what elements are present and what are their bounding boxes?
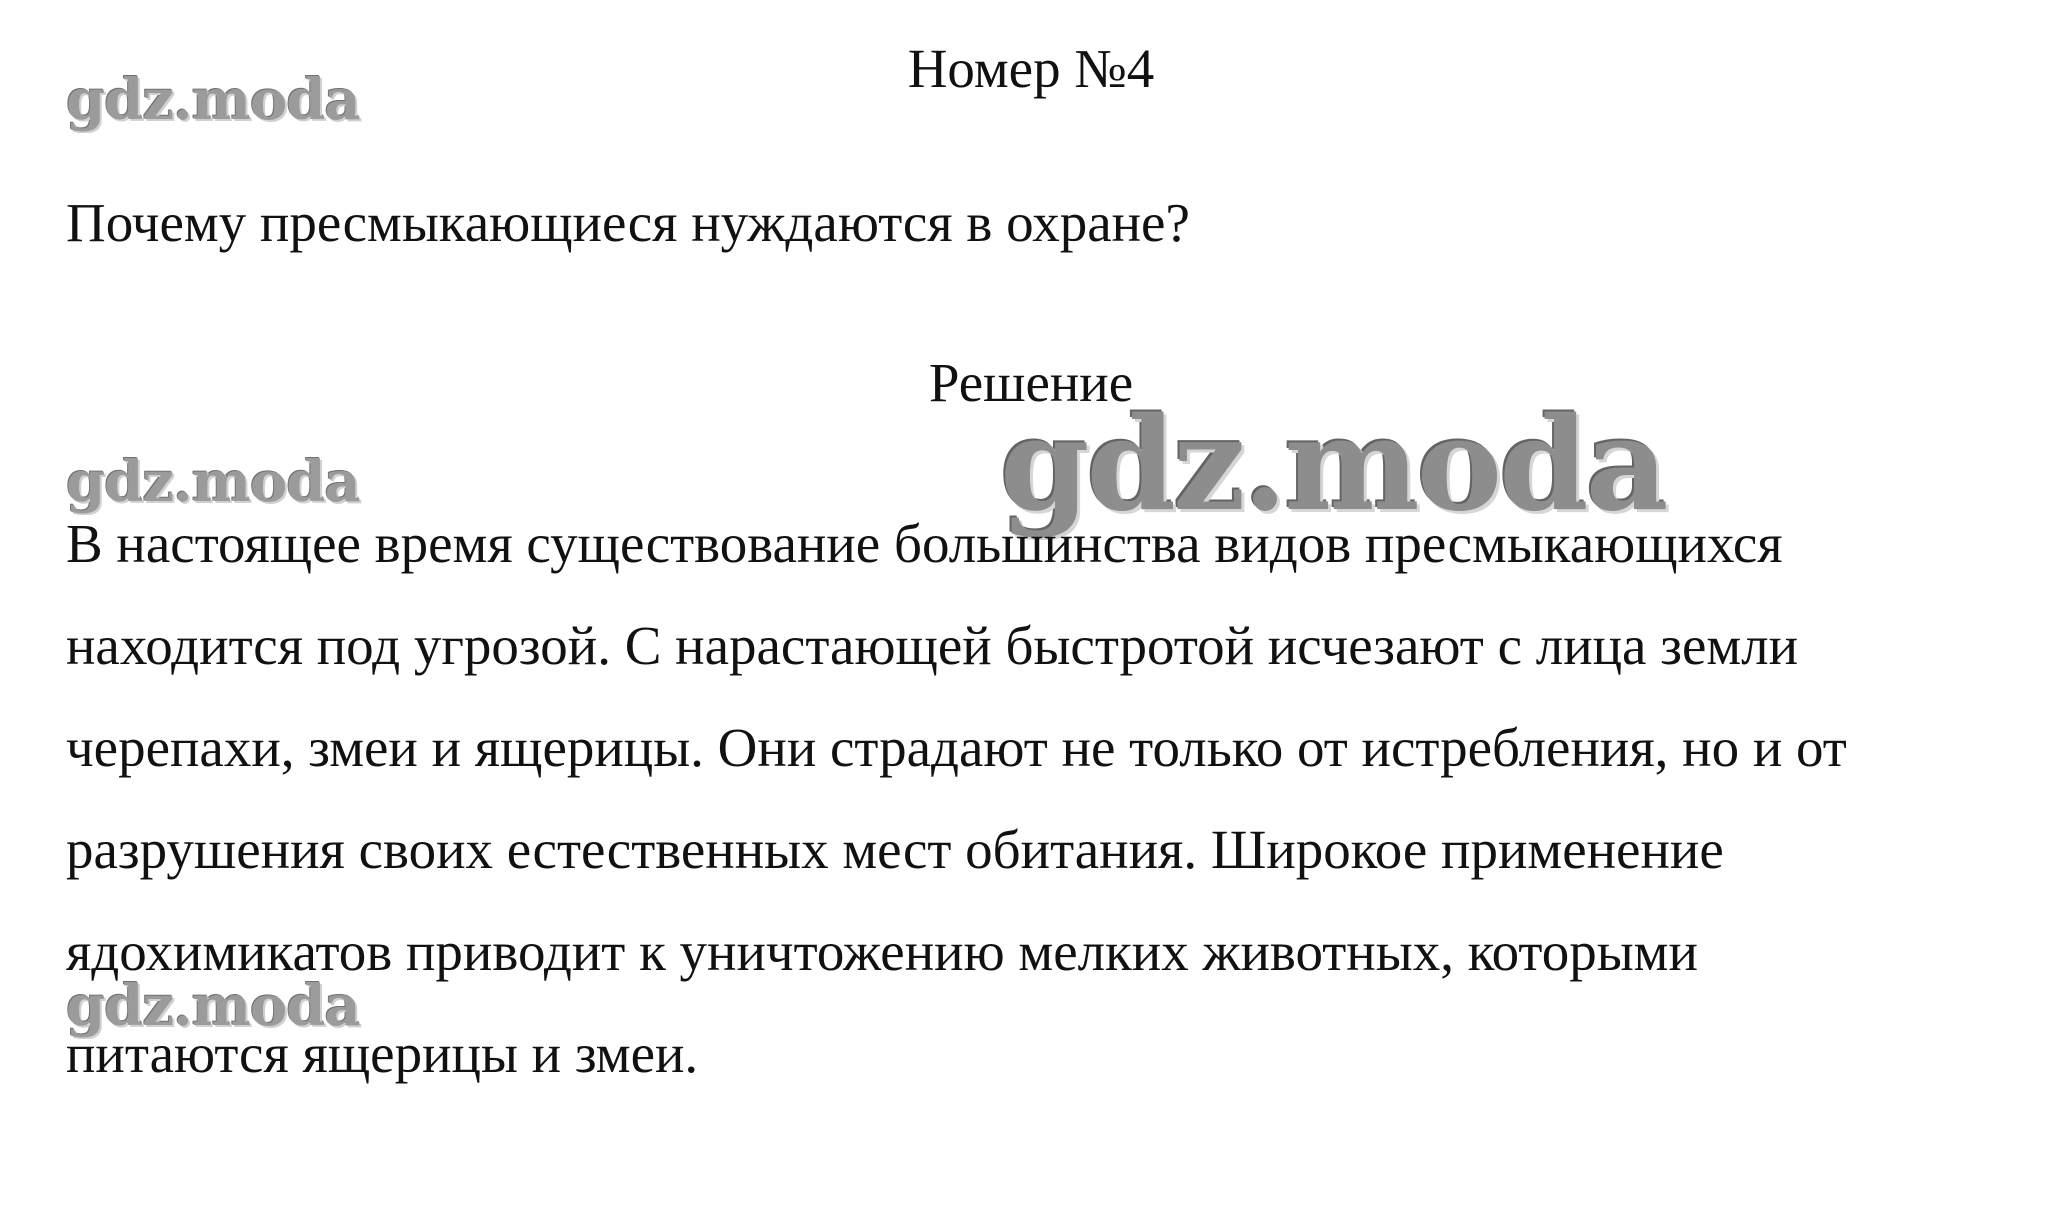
question-text: Почему пресмыкающиеся нуждаются в охране? (66, 192, 1190, 253)
answer-line: черепахи, змеи и ящерицы. Они страдают не только от истребления, но и от (66, 717, 1847, 778)
watermark-logo-middle: gdz.moda (66, 449, 360, 515)
answer-line: находится под угрозой. С нарастающей быстротой исчезают с лица земли (66, 615, 1799, 676)
answer-line: В настоящее время существование большинства видов пресмыкающихся (66, 513, 1783, 574)
watermark-logo-top: gdz.moda (66, 67, 360, 133)
answer-line: питаются ящерицы и змеи. (66, 1023, 699, 1084)
page-title: Номер №4 (907, 38, 1155, 99)
watermark-logo-center: gdz.moda (1000, 390, 1666, 540)
answer-line: разрушения своих естественных мест обитания. Широкое применение (66, 819, 1724, 880)
answer-line: ядохимикатов приводит к уничтожению мелких животных, которыми (66, 921, 1698, 982)
solution-heading: Решение (928, 352, 1134, 413)
watermark-logo-bottom: gdz.moda (66, 973, 360, 1039)
answer-text (66, 509, 2026, 1121)
